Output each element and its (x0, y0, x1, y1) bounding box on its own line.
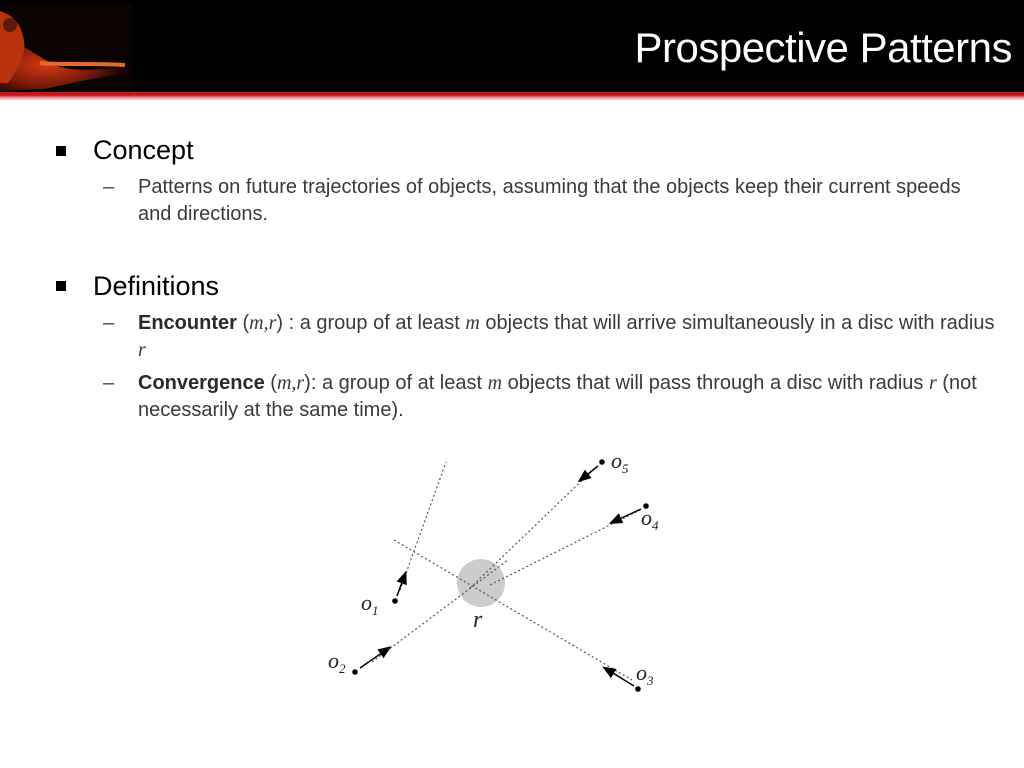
trajectory-o1 (400, 462, 446, 590)
direction-arrow-icon (583, 466, 598, 478)
term-encounter: Encounter (138, 312, 237, 334)
slide-title: Prospective Patterns (634, 24, 1012, 71)
def-text: (not necessarily at the same time). (138, 372, 977, 421)
direction-arrow-icon (397, 577, 404, 596)
heading-definitions: Definitions (93, 271, 220, 301)
label-o1: $o_1$ (361, 590, 379, 618)
object-point (599, 459, 605, 465)
label-disc-radius: r (473, 607, 483, 633)
def-text: ): a group of at least (304, 372, 488, 394)
dash-marker: – (103, 372, 115, 394)
heading-concept: Concept (93, 135, 194, 165)
concept-description: Patterns on future trajectories of objects, assuming that the objects keep their current speeds and directions. (138, 176, 961, 225)
var-r: r (928, 372, 937, 394)
direction-arrow-icon (615, 509, 641, 521)
var-m: m (465, 312, 480, 334)
object-o5 (583, 459, 605, 478)
params: m,r (249, 312, 277, 334)
object-o2 (352, 650, 386, 675)
dash-marker: – (103, 176, 115, 198)
trajectory-o2 (372, 560, 508, 662)
encounter-disc (457, 559, 505, 607)
object-point (392, 598, 398, 604)
label-o3: $o_3$ (636, 660, 654, 688)
object-point (352, 669, 358, 675)
definition-encounter: Encounter (m,r) : a group of at least m objects that will arrive simultaneously in a disc with radius r (138, 312, 995, 361)
label-o4: $o_4$ (641, 505, 659, 533)
direction-arrow-icon (360, 650, 386, 668)
object-point (635, 686, 641, 692)
var-m: m (487, 372, 503, 394)
object-o1 (392, 577, 404, 604)
term-convergence: Convergence (138, 372, 265, 394)
dash-marker: – (103, 312, 115, 334)
definition-convergence: Convergence (m,r): a group of at least m objects that will pass through a disc with radius r (not necessarily at the same time). (138, 372, 977, 421)
def-text: ) : a group of at least (276, 312, 466, 334)
def-text: objects that will arrive simultaneously in a disc with radius (479, 312, 995, 334)
trajectory-o3 (394, 540, 632, 680)
direction-arrow-icon (608, 670, 634, 686)
label-o5: $o_5$ (611, 448, 629, 476)
def-text: objects that will pass through a disc with radius (502, 372, 929, 394)
label-o2: $o_2$ (328, 648, 346, 676)
params: m,r (276, 372, 305, 394)
var-r: r (138, 339, 146, 361)
